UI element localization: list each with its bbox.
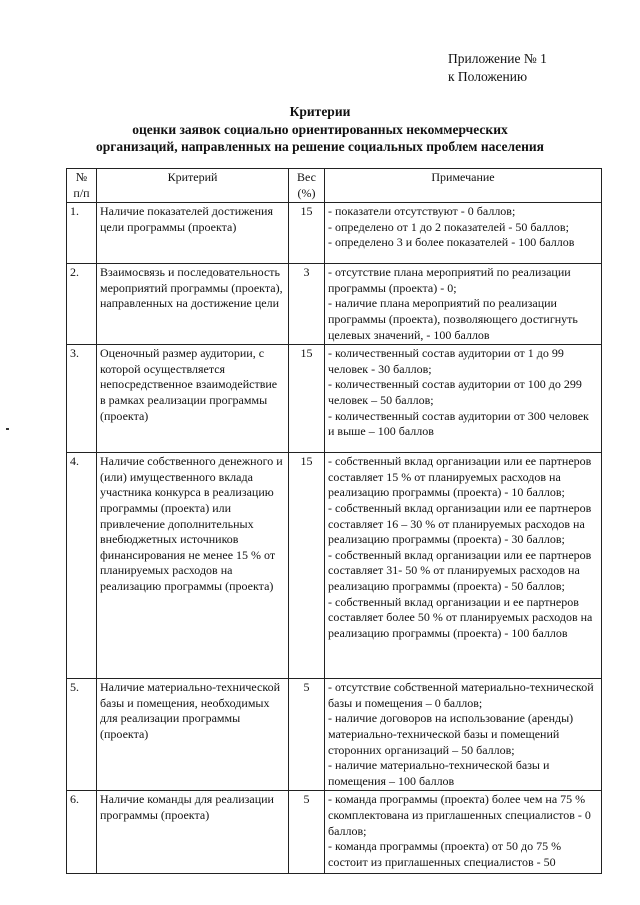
row-note bbox=[325, 679, 602, 791]
table-row bbox=[67, 791, 602, 874]
appendix-reference bbox=[448, 50, 547, 86]
note-item: - собственный вклад организации или ее партнеров составляет 15 % от планируемых расходов на реализацию программы (проекта) - 10 баллов; bbox=[328, 454, 592, 500]
document-title bbox=[0, 103, 640, 156]
row-number: 3. bbox=[67, 345, 97, 453]
appendix-line-1: Приложение № 1 bbox=[448, 51, 547, 66]
note-item: - отсутствие плана мероприятий по реализации программы (проекта) - 0; bbox=[328, 265, 571, 295]
row-criterion: Оценочный размер аудитории, с которой осуществляется непосредственное взаимодействие в рамках реализации программы (проекта) bbox=[97, 345, 289, 453]
header-criterion: Критерий bbox=[97, 169, 289, 203]
note-item: - команда программы (проекта) более чем на 75 % скомплектована из приглашенных специалистов - 0 баллов; bbox=[328, 792, 591, 838]
note-item: - наличие договоров на использование (аренды) материально-технической базы и помещений сторонних организаций – 50 баллов; bbox=[328, 711, 574, 757]
title-line-2: оценки заявок социально ориентированных некоммерческих bbox=[132, 121, 508, 137]
note-item: - определено от 1 до 2 показателей - 50 баллов; bbox=[328, 219, 569, 234]
row-number: 5. bbox=[67, 679, 97, 791]
table-row bbox=[67, 453, 602, 679]
header-number: № п/п bbox=[67, 169, 97, 203]
row-note bbox=[325, 791, 602, 874]
header-weight: Вес (%) bbox=[289, 169, 325, 203]
table-row bbox=[67, 203, 602, 264]
row-weight: 3 bbox=[289, 264, 325, 345]
note-item: - количественный состав аудитории от 1 до 99 человек - 30 баллов; bbox=[328, 346, 564, 376]
note-item: - собственный вклад организации или ее партнеров составляет 31- 50 % от планируемых расходов на реализацию программы (проекта) - 50 баллов; bbox=[328, 547, 592, 593]
row-weight: 15 bbox=[289, 453, 325, 679]
note-item: - собственный вклад организации и ее партнеров составляет более 50 % от планируемых расходов на реализацию программы (проекта) - 100 баллов bbox=[328, 594, 593, 640]
row-criterion: Наличие команды для реализации программы (проекта) bbox=[97, 791, 289, 874]
table-row bbox=[67, 679, 602, 791]
note-item: - собственный вклад организации или ее партнеров составляет 16 – 30 % от планируемых расходов на реализацию программы (проекта) - 30 баллов; bbox=[328, 500, 592, 547]
row-note bbox=[325, 264, 602, 345]
header-note: Примечание bbox=[325, 169, 602, 203]
note-item: - наличие плана мероприятий по реализации программы (проекта), позволяющего достигнуть целевых значений, - 100 баллов bbox=[328, 296, 578, 342]
table-row bbox=[67, 345, 602, 453]
criteria-table bbox=[66, 168, 602, 874]
row-number: 1. bbox=[67, 203, 97, 264]
note-item: - наличие материально-технической базы и помещения – 100 баллов bbox=[328, 758, 550, 788]
row-number: 2. bbox=[67, 264, 97, 345]
note-item: - количественный состав аудитории от 100 до 299 человек – 50 баллов; bbox=[328, 377, 582, 407]
note-item: - отсутствие собственной материально-технической базы и помещения – 0 баллов; bbox=[328, 680, 594, 710]
appendix-line-2: к Положению bbox=[448, 69, 528, 84]
row-criterion: Наличие показателей достижения цели программы (проекта) bbox=[97, 203, 289, 264]
note-item: - показатели отсутствуют - 0 баллов; bbox=[328, 204, 516, 219]
row-weight: 5 bbox=[289, 791, 325, 874]
row-note bbox=[325, 203, 602, 264]
table-row bbox=[67, 264, 602, 345]
row-note bbox=[325, 345, 602, 453]
note-item: - команда программы (проекта) от 50 до 75 % состоит из приглашенных специалистов - 50 bbox=[328, 839, 562, 869]
table-header-row bbox=[67, 169, 602, 203]
row-criterion: Наличие собственного денежного и (или) имущественного вклада участника конкурса в реализацию программы (проекта) или привлечение дополнительных внебюджетных источников финансирования не менее 15 % от планируемых расходов на реализацию программы (проекта) bbox=[97, 453, 289, 679]
row-weight: 5 bbox=[289, 679, 325, 791]
title-line-1: Критерии bbox=[289, 104, 351, 119]
note-item: - количественный состав аудитории от 300 человек и выше – 100 баллов bbox=[328, 408, 589, 439]
scan-mark bbox=[6, 428, 9, 430]
row-note bbox=[325, 453, 602, 679]
row-number: 4. bbox=[67, 453, 97, 679]
row-number: 6. bbox=[67, 791, 97, 874]
row-weight: 15 bbox=[289, 345, 325, 453]
title-line-3: организаций, направленных на решение социальных проблем населения bbox=[96, 139, 544, 154]
row-criterion: Наличие материально-технической базы и помещения, необходимых для реализации программы (проекта) bbox=[97, 679, 289, 791]
row-weight: 15 bbox=[289, 203, 325, 264]
row-criterion: Взаимосвязь и последовательность мероприятий программы (проекта), направленных на достижение цели bbox=[97, 264, 289, 345]
note-item: - определено 3 и более показателей - 100 баллов bbox=[328, 235, 575, 250]
